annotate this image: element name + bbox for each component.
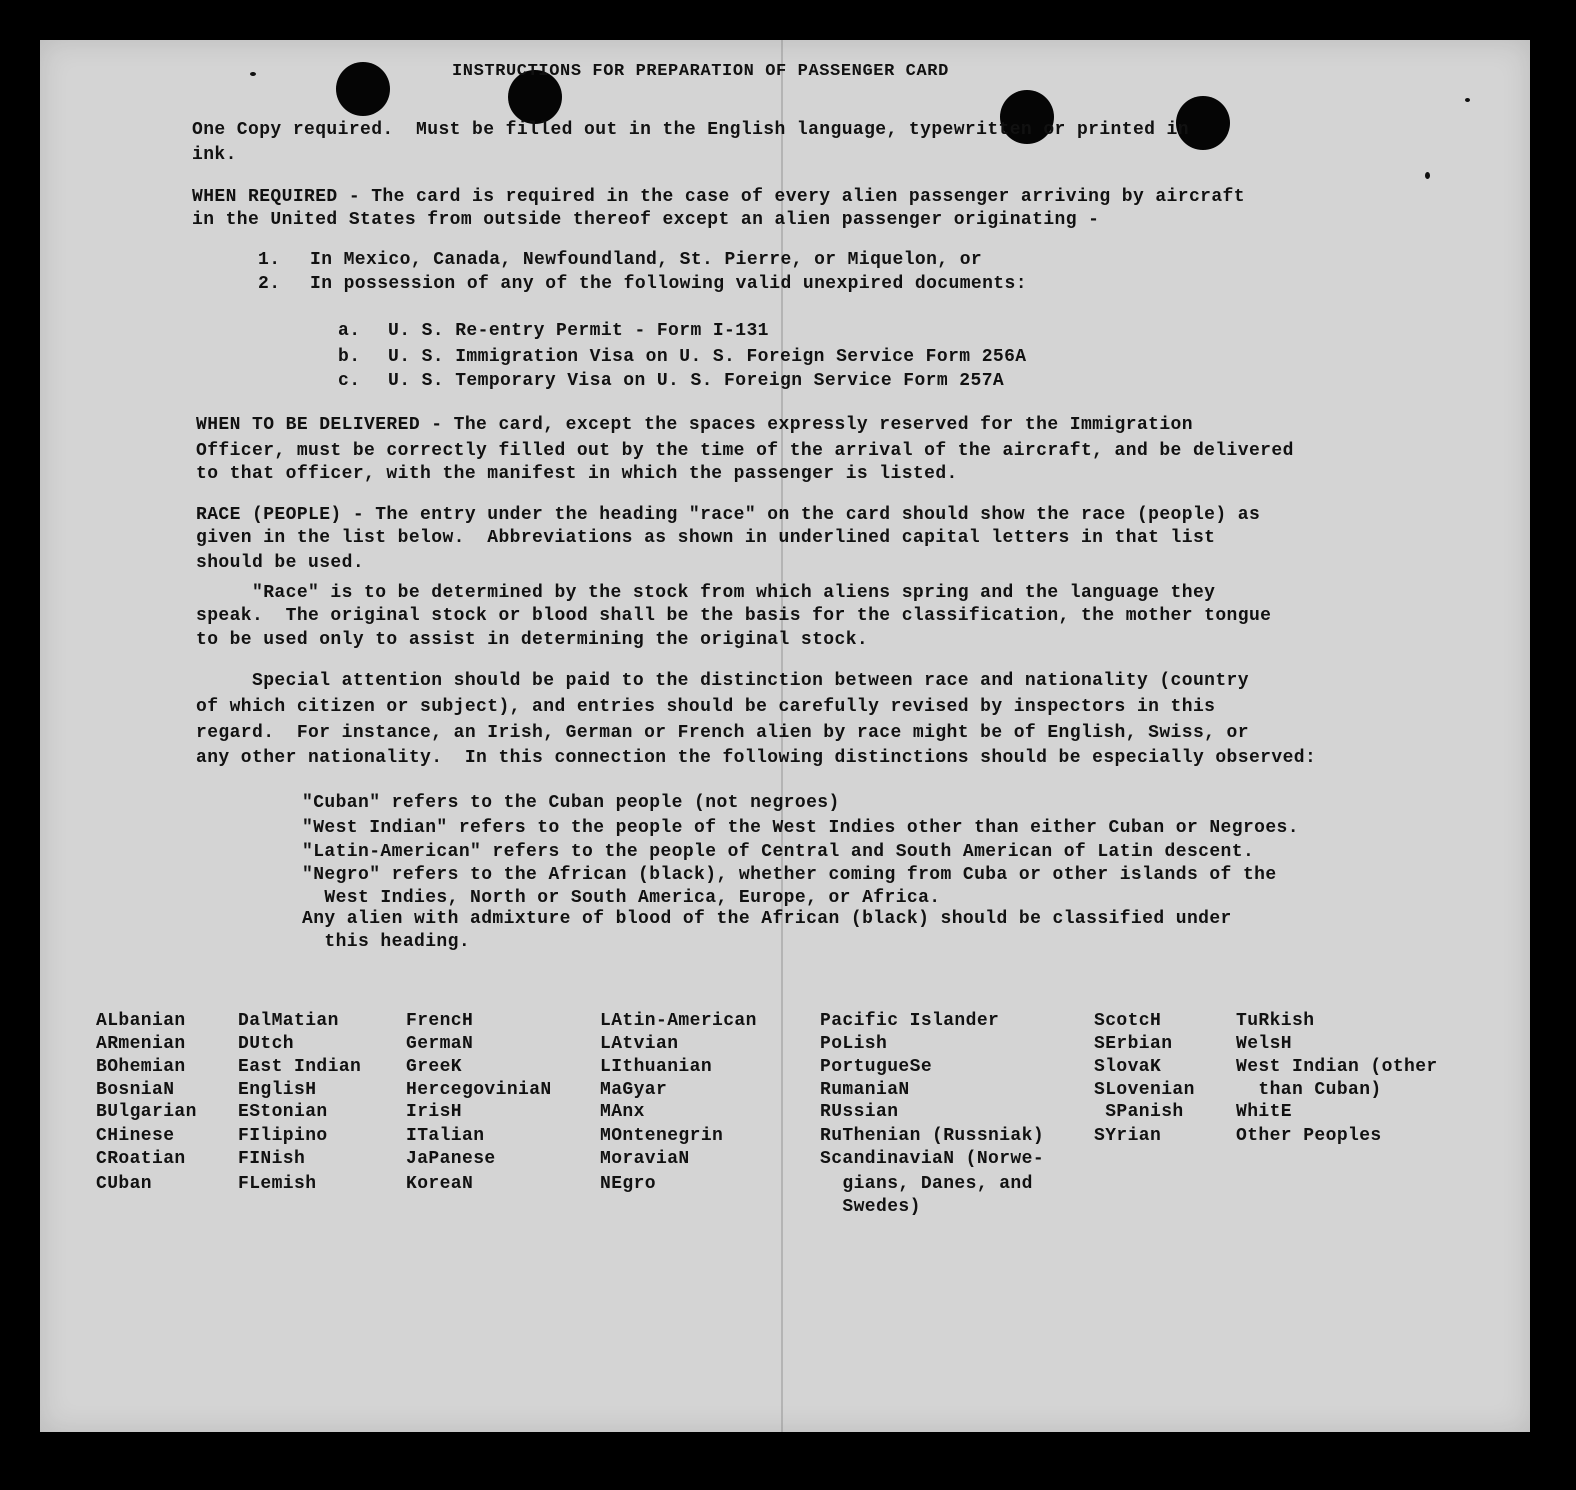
- race-list-entry: WhitE: [1236, 1102, 1293, 1122]
- special-attention-line: Special attention should be paid to the distinction between race and nationality (country: [196, 671, 1249, 691]
- race-list-entry: FLemish: [238, 1174, 317, 1194]
- distinction-line: West Indies, North or South America, Europe, or Africa.: [302, 888, 941, 908]
- distinction-line: "West Indian" refers to the people of the West Indies other than either Cuban or Negroes.: [302, 818, 1299, 838]
- race-list-entry: ScotcH: [1094, 1011, 1162, 1031]
- special-attention-line: regard. For instance, an Irish, German or French alien by race might be of English, Swiss, or: [196, 723, 1249, 743]
- when-required-line: in the United States from outside thereof except an alien passenger originating -: [192, 210, 1100, 230]
- race-list-entry: Swedes): [820, 1197, 921, 1217]
- race-list-entry: PortugueSe: [820, 1057, 933, 1077]
- distinction-line: Any alien with admixture of blood of the African (black) should be classified under: [302, 909, 1232, 929]
- race-list-entry: ITalian: [406, 1126, 485, 1146]
- race-definition-line: "Race" is to be determined by the stock from which aliens spring and the language they: [196, 583, 1216, 603]
- race-list-entry: RuThenian (Russniak): [820, 1126, 1045, 1146]
- ink-speck: [1465, 98, 1470, 102]
- race-list-entry: BUlgarian: [96, 1102, 197, 1122]
- document-letter: b.: [338, 347, 361, 367]
- race-definition-line: to be used only to assist in determining the original stock.: [196, 630, 869, 650]
- intro-line: One Copy required. Must be filled out in the English language, typewritten or printed in: [192, 120, 1189, 140]
- ink-speck: [250, 72, 256, 76]
- race-list-entry: SLovenian: [1094, 1080, 1195, 1100]
- race-list-entry: SYrian: [1094, 1126, 1162, 1146]
- race-list-entry: FrencH: [406, 1011, 474, 1031]
- distinction-line: "Negro" refers to the African (black), whether coming from Cuba or other islands of the: [302, 865, 1277, 885]
- race-list-entry: RumaniaN: [820, 1080, 910, 1100]
- when-delivered-line: to that officer, with the manifest in which the passenger is listed.: [196, 464, 958, 484]
- race-line: given in the list below. Abbreviations as shown in underlined capital letters in that list: [196, 528, 1216, 548]
- race-list-entry: ARmenian: [96, 1034, 186, 1054]
- race-line: RACE (PEOPLE) - The entry under the heading "race" on the card should show the race (people) as: [196, 505, 1261, 525]
- race-list-entry: than Cuban): [1236, 1080, 1382, 1100]
- document-letter: c.: [338, 371, 361, 391]
- special-attention-line: any other nationality. In this connection the following distinctions should be especially observed:: [196, 748, 1317, 768]
- document-letter: a.: [338, 321, 361, 341]
- race-list-entry: FINish: [238, 1149, 306, 1169]
- race-list-entry: TuRkish: [1236, 1011, 1315, 1031]
- race-line: should be used.: [196, 553, 365, 573]
- race-list-entry: BOhemian: [96, 1057, 186, 1077]
- race-list-entry: ScandinaviaN (Norwe-: [820, 1149, 1045, 1169]
- exemption-text: In possession of any of the following valid unexpired documents:: [310, 274, 1027, 294]
- when-delivered-line: Officer, must be correctly filled out by the time of the arrival of the aircraft, and be delivered: [196, 441, 1294, 461]
- race-list-entry: gians, Danes, and: [820, 1174, 1033, 1194]
- race-list-entry: ALbanian: [96, 1011, 186, 1031]
- race-list-entry: RUssian: [820, 1102, 899, 1122]
- intro-line: ink.: [192, 145, 237, 165]
- race-list-entry: PoLish: [820, 1034, 888, 1054]
- when-required-line: WHEN REQUIRED - The card is required in the case of every alien passenger arriving by aircraft: [192, 187, 1245, 207]
- race-list-entry: MAnx: [600, 1102, 645, 1122]
- race-list-entry: East Indian: [238, 1057, 362, 1077]
- race-list-entry: CRoatian: [96, 1149, 186, 1169]
- race-definition-line: speak. The original stock or blood shall be the basis for the classification, the mother tongue: [196, 606, 1272, 626]
- race-list-entry: JaPanese: [406, 1149, 496, 1169]
- exemption-number: 2.: [258, 274, 281, 294]
- race-list-entry: DUtch: [238, 1034, 295, 1054]
- distinction-line: "Latin-American" refers to the people of Central and South American of Latin descent.: [302, 842, 1255, 862]
- document-item: U. S. Re-entry Permit - Form I-131: [388, 321, 769, 341]
- race-list-entry: HercegoviniaN: [406, 1080, 552, 1100]
- race-list-entry: LIthuanian: [600, 1057, 713, 1077]
- race-list-entry: CUban: [96, 1174, 153, 1194]
- race-list-entry: MaGyar: [600, 1080, 668, 1100]
- exemption-text: In Mexico, Canada, Newfoundland, St. Pierre, or Miquelon, or: [310, 250, 983, 270]
- document-item: U. S. Immigration Visa on U. S. Foreign Service Form 256A: [388, 347, 1027, 367]
- when-delivered-line: WHEN TO BE DELIVERED - The card, except the spaces expressly reserved for the Immigration: [196, 415, 1193, 435]
- race-list-entry: MoraviaN: [600, 1149, 690, 1169]
- page-title: INSTRUCTIONS FOR PREPARATION OF PASSENGER CARD: [452, 62, 949, 81]
- race-list-entry: Pacific Islander: [820, 1011, 1000, 1031]
- race-list-entry: GermaN: [406, 1034, 474, 1054]
- ink-speck: [1425, 172, 1430, 179]
- race-list-entry: EnglisH: [238, 1080, 317, 1100]
- race-list-entry: WelsH: [1236, 1034, 1293, 1054]
- special-attention-line: of which citizen or subject), and entries should be carefully revised by inspectors in this: [196, 697, 1216, 717]
- punch-hole: [336, 62, 390, 116]
- race-list-entry: BosniaN: [96, 1080, 175, 1100]
- race-list-entry: Other Peoples: [1236, 1126, 1382, 1146]
- race-list-entry: DalMatian: [238, 1011, 339, 1031]
- race-list-entry: SlovaK: [1094, 1057, 1162, 1077]
- distinction-line: this heading.: [302, 932, 471, 952]
- race-list-entry: KoreaN: [406, 1174, 474, 1194]
- race-list-entry: FIlipino: [238, 1126, 328, 1146]
- exemption-number: 1.: [258, 250, 281, 270]
- race-list-entry: IrisH: [406, 1102, 463, 1122]
- distinction-line: "Cuban" refers to the Cuban people (not negroes): [302, 793, 840, 813]
- race-list-entry: SErbian: [1094, 1034, 1173, 1054]
- race-list-entry: CHinese: [96, 1126, 175, 1146]
- race-list-entry: GreeK: [406, 1057, 463, 1077]
- race-list-entry: SPanish: [1094, 1102, 1184, 1122]
- race-list-entry: LAtin-American: [600, 1011, 757, 1031]
- race-list-entry: LAtvian: [600, 1034, 679, 1054]
- document-item: U. S. Temporary Visa on U. S. Foreign Service Form 257A: [388, 371, 1005, 391]
- race-list-entry: NEgro: [600, 1174, 657, 1194]
- race-list-entry: EStonian: [238, 1102, 328, 1122]
- race-list-entry: West Indian (other: [1236, 1057, 1438, 1077]
- race-list-entry: MOntenegrin: [600, 1126, 724, 1146]
